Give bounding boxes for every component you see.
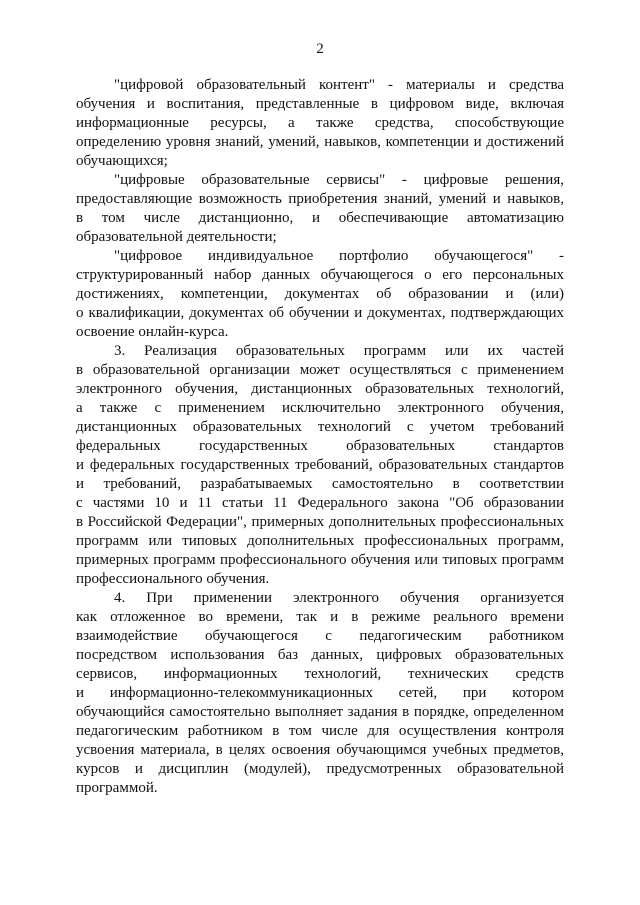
text-line: программой. (76, 780, 158, 796)
text-line: дистанционных образовательных технологий с учетом требований (76, 419, 564, 435)
text-line: курсов и дисциплин (модулей), предусмотренных образовательной (76, 761, 564, 777)
text-line: посредством использования баз данных, цифровых образовательных (76, 647, 564, 663)
text-line: усвоения материала, в целях освоения обучающимся учебных предметов, (76, 742, 564, 758)
text-line: как отложенное во времени, так и в режиме реального времени (76, 609, 564, 625)
text-line: освоение онлайн-курса. (76, 324, 229, 340)
paragraph-digital-content (76, 76, 564, 171)
text-line: обучающийся самостоятельно выполняет задания в порядке, определенном (76, 704, 564, 720)
text-line: и федеральных государственных требований, образовательных стандартов (76, 457, 564, 473)
text-line: электронного обучения, дистанционных образовательных технологий, (76, 381, 564, 397)
text-line: и информационно-телекоммуникационных сетей, при котором (76, 685, 564, 701)
text-line: в образовательной организации может осуществляться с применением (76, 362, 564, 378)
paragraph-digital-portfolio (76, 247, 564, 342)
text-line: педагогическим работником в том числе для осуществления контроля (76, 723, 564, 739)
text-line: информационные ресурсы, а также средства, способствующие (76, 115, 564, 131)
text-line: и требований, разрабатываемых самостоятельно в соответствии (76, 476, 564, 492)
text-line: структурированный набор данных обучающегося о его персональных (76, 267, 564, 283)
text-line: а также с применением исключительно электронного обучения, (76, 400, 564, 416)
paragraph-clause-3 (76, 342, 564, 589)
text-line: образовательной деятельности; (76, 229, 277, 245)
text-line: в том числе дистанционно, и обеспечивающие автоматизацию (76, 210, 564, 226)
text-line: федеральных государственных образовательных стандартов (76, 438, 564, 454)
text-line: примерных программ профессионального обучения или типовых программ (76, 552, 564, 568)
text-line: в Российской Федерации", примерных дополнительных профессиональных (76, 514, 564, 530)
text-line: о квалификации, документах об обучении и документах, подтверждающих (76, 305, 564, 321)
text-line: "цифровое индивидуальное портфолио обучающегося" - (114, 248, 564, 264)
text-line: 4. При применении электронного обучения организуется (114, 590, 564, 606)
text-line: сервисов, информационных технологий, технических средств (76, 666, 564, 682)
text-line: достижениях, компетенции, документах об образовании и (или) (76, 286, 564, 302)
text-line: 3. Реализация образовательных программ или их частей (114, 343, 564, 359)
text-line: "цифровой образовательный контент" - материалы и средства (114, 77, 564, 93)
paragraph-clause-4 (76, 589, 564, 798)
text-line: определению уровня знаний, умений, навыков, компетенции и достижений (76, 134, 564, 150)
text-line: с частями 10 и 11 статьи 11 Федерального закона "Об образовании (76, 495, 564, 511)
page-number: 2 (316, 41, 324, 57)
document-body (76, 76, 564, 798)
text-line: взаимодействие обучающегося с педагогическим работником (76, 628, 564, 644)
text-line: предоставляющие возможность приобретения знаний, умений и навыков, (76, 191, 564, 207)
paragraph-digital-services (76, 171, 564, 247)
text-line: профессионального обучения. (76, 571, 270, 587)
text-line: обучения и воспитания, представленные в цифровом виде, включая (76, 96, 564, 112)
text-line: обучающихся; (76, 153, 168, 169)
text-line: программ или типовых дополнительных профессиональных программ, (76, 533, 564, 549)
text-line: "цифровые образовательные сервисы" - цифровые решения, (114, 172, 564, 188)
